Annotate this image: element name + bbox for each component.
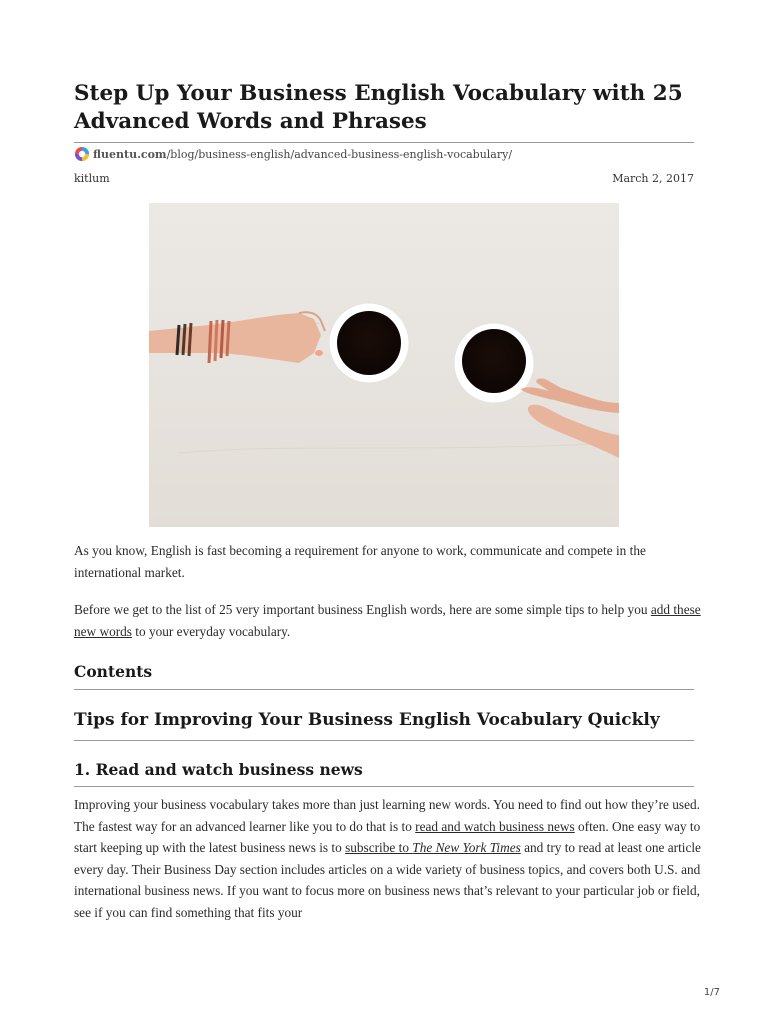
source-domain[interactable]: fluentu.com xyxy=(93,147,167,161)
body-text-2: often. One easy way to start keeping up with the latest business news is to xyxy=(74,818,701,855)
intro-text-a: Before we get to the list of 25 very important business English words, here are some simple tips to help you xyxy=(74,602,651,617)
article-title: Step Up Your Business English Vocabulary with 25 Advanced Words and Phrases xyxy=(74,81,683,134)
body-text-1: Improving your business vocabulary takes more than just learning new words. You need to find out how they’re used. The fastest way for an advanced learner like you to do that is to xyxy=(74,797,700,834)
contents-divider xyxy=(74,689,694,690)
subscribe-nyt-link[interactable] xyxy=(345,840,521,855)
source-url[interactable] xyxy=(74,146,512,162)
section-divider xyxy=(74,740,694,741)
read-watch-news-link[interactable]: read and watch business news xyxy=(415,818,575,834)
publish-date: March 2, 2017 xyxy=(612,172,694,185)
title-divider xyxy=(74,142,694,143)
contents-heading: Contents xyxy=(74,662,153,681)
add-new-words-link[interactable]: add these new words xyxy=(74,602,701,639)
subscribe-link-text: subscribe to xyxy=(345,840,413,855)
subsection-heading: 1. Read and watch business news xyxy=(74,760,363,779)
coffee-cups-photo xyxy=(149,203,619,527)
source-path[interactable]: /blog/business-english/advanced-business-english-vocabulary/ xyxy=(166,147,513,161)
intro-paragraph-1: As you know, English is fast becoming a requirement for anyone to work, communicate and compete in the international market. xyxy=(74,543,646,580)
body-text-3: and try to read at least one article every day. Their Business Day section includes articles on a wide variety of business topics, and covers both U.S. and international business news. If you want to focus more on business news that’s relevant to your particular job or field, see if you can find something that fits your xyxy=(74,840,701,920)
section-heading: Tips for Improving Your Business English Vocabulary Quickly xyxy=(74,710,660,730)
article-meta xyxy=(74,172,694,185)
nyt-title: The New York Times xyxy=(412,840,521,855)
page-number: 1/7 xyxy=(703,987,720,998)
intro-paragraph-2 xyxy=(74,599,704,642)
fluentu-logo-icon xyxy=(74,146,90,162)
body-paragraph xyxy=(74,794,704,923)
subsection-divider xyxy=(74,786,694,787)
author: kitlum xyxy=(74,172,110,185)
intro-text-b: to your everyday vocabulary. xyxy=(131,623,291,639)
